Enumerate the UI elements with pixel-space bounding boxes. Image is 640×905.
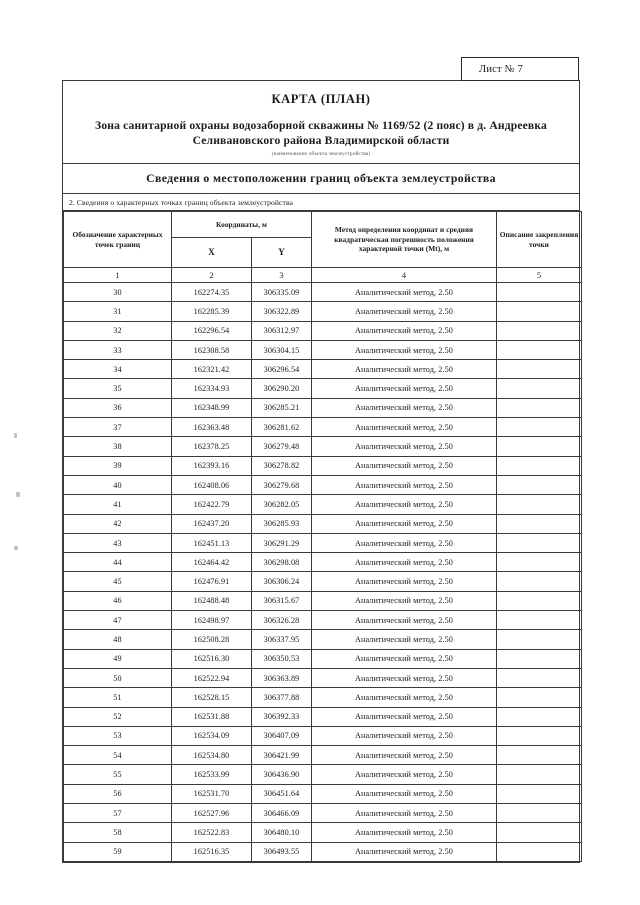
cell-description: [497, 283, 582, 302]
cell-method: Аналитический метод, 2.50: [312, 533, 497, 552]
cell-y: 306493.55: [252, 842, 312, 861]
table-row: [64, 418, 582, 437]
object-name: Зона санитарной охраны водозаборной скважины № 1169/52 (2 пояс) в д. Андреевка Селивановского района Владимирской области: [95, 119, 547, 147]
cell-method: Аналитический метод, 2.50: [312, 475, 497, 494]
table-row: [64, 784, 582, 803]
cell-point: 48: [64, 630, 172, 649]
scan-artifact: [14, 546, 18, 550]
cell-description: [497, 823, 582, 842]
cell-x: 162464.42: [172, 553, 252, 572]
table-row: [64, 572, 582, 591]
cell-y: 306407.09: [252, 726, 312, 745]
cell-description: [497, 611, 582, 630]
cell-method: Аналитический метод, 2.50: [312, 726, 497, 745]
cell-x: 162527.96: [172, 804, 252, 823]
cell-description: [497, 360, 582, 379]
table-header-row-1: [64, 212, 582, 238]
cell-description: [497, 726, 582, 745]
cell-description: [497, 649, 582, 668]
cell-y: 306285.93: [252, 514, 312, 533]
cell-point: 50: [64, 668, 172, 687]
cell-method: Аналитический метод, 2.50: [312, 283, 497, 302]
cell-description: [497, 456, 582, 475]
document-frame: [62, 80, 580, 863]
header-coordinates-group: Координаты, м: [172, 212, 312, 238]
cell-description: [497, 842, 582, 861]
cell-x: 162531.88: [172, 707, 252, 726]
cell-method: Аналитический метод, 2.50: [312, 418, 497, 437]
cell-method: Аналитический метод, 2.50: [312, 398, 497, 417]
cell-method: Аналитический метод, 2.50: [312, 668, 497, 687]
cell-point: 42: [64, 514, 172, 533]
cell-point: 36: [64, 398, 172, 417]
section-band: [63, 164, 579, 194]
cell-description: [497, 553, 582, 572]
table-body: [64, 283, 582, 862]
cell-x: 162531.70: [172, 784, 252, 803]
cell-y: 306285.21: [252, 398, 312, 417]
cell-method: Аналитический метод, 2.50: [312, 765, 497, 784]
cell-x: 162451.13: [172, 533, 252, 552]
cell-x: 162522.83: [172, 823, 252, 842]
cell-x: 162334.93: [172, 379, 252, 398]
table-row: [64, 746, 582, 765]
table-row: [64, 321, 582, 340]
table-row: [64, 707, 582, 726]
cell-point: 30: [64, 283, 172, 302]
table-row: [64, 591, 582, 610]
cell-y: 306306.24: [252, 572, 312, 591]
cell-method: Аналитический метод, 2.50: [312, 630, 497, 649]
cell-description: [497, 804, 582, 823]
cell-y: 306279.68: [252, 475, 312, 494]
cell-y: 306304.15: [252, 340, 312, 359]
cell-point: 41: [64, 495, 172, 514]
cell-method: Аналитический метод, 2.50: [312, 842, 497, 861]
table-row: [64, 553, 582, 572]
cell-description: [497, 591, 582, 610]
cell-point: 51: [64, 688, 172, 707]
table-row: [64, 668, 582, 687]
cell-description: [497, 475, 582, 494]
header-description: Описание закрепления точки: [497, 212, 582, 268]
cell-y: 306312.97: [252, 321, 312, 340]
cell-point: 55: [64, 765, 172, 784]
cell-y: 306279.48: [252, 437, 312, 456]
table-row: [64, 533, 582, 552]
cell-x: 162393.16: [172, 456, 252, 475]
cell-y: 306278.82: [252, 456, 312, 475]
cell-method: Аналитический метод, 2.50: [312, 707, 497, 726]
table-row: [64, 804, 582, 823]
column-number-2: 2: [172, 268, 252, 283]
cell-description: [497, 379, 582, 398]
cell-method: Аналитический метод, 2.50: [312, 591, 497, 610]
cell-y: 306290.20: [252, 379, 312, 398]
cell-point: 57: [64, 804, 172, 823]
cell-y: 306291.29: [252, 533, 312, 552]
cell-description: [497, 418, 582, 437]
cell-method: Аналитический метод, 2.50: [312, 572, 497, 591]
cell-point: 40: [64, 475, 172, 494]
cell-description: [497, 437, 582, 456]
cell-x: 162476.91: [172, 572, 252, 591]
table-row: [64, 842, 582, 861]
cell-method: Аналитический метод, 2.50: [312, 437, 497, 456]
page-title: КАРТА (ПЛАН): [271, 92, 371, 106]
cell-point: 35: [64, 379, 172, 398]
cell-y: 306421.99: [252, 746, 312, 765]
cell-x: 162321.42: [172, 360, 252, 379]
cell-x: 162437.20: [172, 514, 252, 533]
cell-y: 306296.54: [252, 360, 312, 379]
object-name-caption: (наименование объекта землеустройства): [271, 151, 371, 157]
cell-x: 162534.09: [172, 726, 252, 745]
cell-point: 53: [64, 726, 172, 745]
cell-point: 58: [64, 823, 172, 842]
coordinates-table: [63, 211, 582, 862]
cell-y: 306322.89: [252, 302, 312, 321]
table-row: [64, 379, 582, 398]
header-x: X: [172, 238, 252, 268]
table-row: [64, 437, 582, 456]
cell-x: 162516.30: [172, 649, 252, 668]
table-row: [64, 726, 582, 745]
cell-x: 162378.25: [172, 437, 252, 456]
cell-description: [497, 340, 582, 359]
cell-y: 306335.09: [252, 283, 312, 302]
subsection-title: 2. Сведения о характерных точках границ объекта землеустройства: [69, 198, 294, 207]
cell-x: 162528.15: [172, 688, 252, 707]
table-row: [64, 823, 582, 842]
table-row: [64, 688, 582, 707]
cell-x: 162508.28: [172, 630, 252, 649]
cell-y: 306315.67: [252, 591, 312, 610]
header-point-designation: Обозначение характерных точек границ: [64, 212, 172, 268]
table-column-numbers-row: [64, 268, 582, 283]
cell-point: 39: [64, 456, 172, 475]
cell-method: Аналитический метод, 2.50: [312, 321, 497, 340]
cell-point: 37: [64, 418, 172, 437]
cell-point: 43: [64, 533, 172, 552]
cell-description: [497, 321, 582, 340]
cell-method: Аналитический метод, 2.50: [312, 302, 497, 321]
cell-method: Аналитический метод, 2.50: [312, 514, 497, 533]
cell-y: 306350.53: [252, 649, 312, 668]
cell-method: Аналитический метод, 2.50: [312, 746, 497, 765]
table-row: [64, 649, 582, 668]
cell-method: Аналитический метод, 2.50: [312, 495, 497, 514]
cell-point: 56: [64, 784, 172, 803]
cell-x: 162422.79: [172, 495, 252, 514]
cell-point: 31: [64, 302, 172, 321]
cell-description: [497, 668, 582, 687]
cell-point: 49: [64, 649, 172, 668]
cell-point: 34: [64, 360, 172, 379]
cell-y: 306466.09: [252, 804, 312, 823]
cell-method: Аналитический метод, 2.50: [312, 823, 497, 842]
table-row: [64, 340, 582, 359]
cell-y: 306377.88: [252, 688, 312, 707]
table-header: [64, 212, 582, 283]
cell-method: Аналитический метод, 2.50: [312, 456, 497, 475]
scan-artifact: [14, 433, 17, 438]
sheet-number-label: Лист № 7: [479, 63, 524, 75]
column-number-4: 4: [312, 268, 497, 283]
cell-description: [497, 514, 582, 533]
table-row: [64, 611, 582, 630]
column-number-3: 3: [252, 268, 312, 283]
subsection-band: [63, 194, 579, 211]
cell-method: Аналитический метод, 2.50: [312, 379, 497, 398]
cell-description: [497, 765, 582, 784]
cell-x: 162296.54: [172, 321, 252, 340]
cell-description: [497, 688, 582, 707]
cell-x: 162498.97: [172, 611, 252, 630]
cell-method: Аналитический метод, 2.50: [312, 553, 497, 572]
cell-x: 162534.80: [172, 746, 252, 765]
cell-description: [497, 707, 582, 726]
cell-method: Аналитический метод, 2.50: [312, 360, 497, 379]
cell-point: 32: [64, 321, 172, 340]
cell-y: 306363.89: [252, 668, 312, 687]
cell-x: 162348.99: [172, 398, 252, 417]
cell-description: [497, 302, 582, 321]
table-row: [64, 495, 582, 514]
header-method: Метод определения координат и средняя квадратическая погрешность положения характерной точки (Mt), м: [312, 212, 497, 268]
cell-y: 306326.28: [252, 611, 312, 630]
cell-method: Аналитический метод, 2.50: [312, 784, 497, 803]
cell-point: 59: [64, 842, 172, 861]
column-number-1: 1: [64, 268, 172, 283]
cell-x: 162516.35: [172, 842, 252, 861]
cell-x: 162363.48: [172, 418, 252, 437]
table-row: [64, 475, 582, 494]
cell-description: [497, 398, 582, 417]
cell-description: [497, 533, 582, 552]
cell-point: 38: [64, 437, 172, 456]
table-row: [64, 283, 582, 302]
table-row: [64, 456, 582, 475]
cell-y: 306337.95: [252, 630, 312, 649]
cell-description: [497, 630, 582, 649]
cell-method: Аналитический метод, 2.50: [312, 611, 497, 630]
cell-method: Аналитический метод, 2.50: [312, 340, 497, 359]
cell-x: 162274.35: [172, 283, 252, 302]
cell-x: 162308.58: [172, 340, 252, 359]
cell-point: 45: [64, 572, 172, 591]
column-number-5: 5: [497, 268, 582, 283]
cell-y: 306282.05: [252, 495, 312, 514]
cell-x: 162408.06: [172, 475, 252, 494]
cell-point: 46: [64, 591, 172, 610]
scan-artifact: [16, 492, 20, 497]
cell-y: 306480.10: [252, 823, 312, 842]
cell-point: 52: [64, 707, 172, 726]
title-band: [63, 81, 579, 164]
table-row: [64, 765, 582, 784]
header-y: Y: [252, 238, 312, 268]
cell-description: [497, 572, 582, 591]
table-row: [64, 398, 582, 417]
cell-y: 306281.62: [252, 418, 312, 437]
table-row: [64, 360, 582, 379]
section-title: Сведения о местоположении границ объекта землеустройства: [146, 171, 496, 185]
cell-y: 306436.90: [252, 765, 312, 784]
cell-description: [497, 495, 582, 514]
cell-y: 306451.64: [252, 784, 312, 803]
table-row: [64, 514, 582, 533]
cell-method: Аналитический метод, 2.50: [312, 649, 497, 668]
sheet-number-box: [461, 57, 579, 81]
cell-point: 54: [64, 746, 172, 765]
table-row: [64, 302, 582, 321]
cell-y: 306392.33: [252, 707, 312, 726]
cell-method: Аналитический метод, 2.50: [312, 688, 497, 707]
cell-point: 47: [64, 611, 172, 630]
cell-y: 306298.08: [252, 553, 312, 572]
cell-point: 33: [64, 340, 172, 359]
cell-x: 162488.48: [172, 591, 252, 610]
table-row: [64, 630, 582, 649]
cell-x: 162533.99: [172, 765, 252, 784]
cell-method: Аналитический метод, 2.50: [312, 804, 497, 823]
cell-description: [497, 784, 582, 803]
cell-description: [497, 746, 582, 765]
cell-x: 162522.94: [172, 668, 252, 687]
cell-point: 44: [64, 553, 172, 572]
cell-x: 162285.39: [172, 302, 252, 321]
